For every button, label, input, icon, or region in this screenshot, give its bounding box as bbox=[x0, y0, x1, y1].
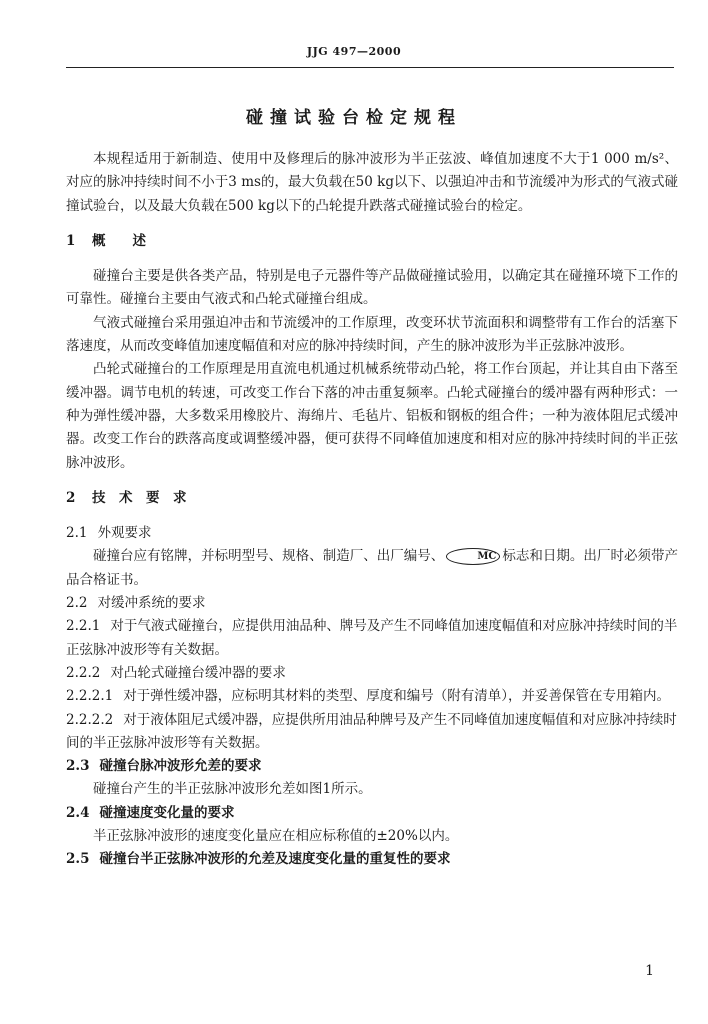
section-2-heading bbox=[66, 487, 678, 510]
clause-2-5-heading bbox=[66, 848, 678, 871]
section-number: 1 bbox=[66, 232, 76, 249]
clause-2-2-1 bbox=[66, 615, 678, 662]
intro-paragraph: 本规程适用于新制造、使用中及修理后的脉冲波形为半正弦波、峰值加速度不大于1 000 m/s²、对应的脉冲持续时间不小于3 ms的，最大负载在50 kg以下、以强迫冲击和节流缓冲为形式的气液式碰撞试验台，以及最大负载在500 kg以下的凸轮提升跌落式碰撞试验台的检定。 bbox=[66, 151, 678, 214]
clause-text: 对于液体阻尼式缓冲器，应提供所用油品种牌号及产生不同峰值加速度幅值和对应脉冲持续时间的半正弦脉冲波形等有关数据。 bbox=[66, 711, 677, 751]
clause-number: 2.2 bbox=[66, 595, 88, 612]
section-number: 2 bbox=[66, 489, 76, 506]
clause-title: 外观要求 bbox=[97, 525, 152, 542]
document-code-header: JJG 497—2000 bbox=[306, 45, 402, 58]
clause-text: 对于弹性缓冲器，应标明其材料的类型、厚度和编号（附有清单），并妥善保管在专用箱内。 bbox=[123, 688, 670, 705]
clause-2-2-2-1 bbox=[66, 685, 678, 708]
mc-mark-icon: MC bbox=[446, 548, 500, 565]
clause-2-2-2-heading bbox=[66, 662, 678, 685]
document-body bbox=[66, 148, 678, 872]
clause-2-3-heading bbox=[66, 755, 678, 778]
section-1-paragraph: 碰撞台主要是供各类产品，特别是电子元器件等产品做碰撞试验用，以确定其在碰撞环境下工作的可靠性。碰撞台主要由气液式和凸轮式碰撞台组成。 bbox=[66, 268, 678, 308]
section-title: 技 术 要 求 bbox=[92, 489, 187, 506]
clause-number: 2.4 bbox=[66, 804, 90, 821]
clause-2-3-text: 碰撞台产生的半正弦脉冲波形允差如图1所示。 bbox=[93, 781, 372, 798]
document-title: 碰撞试验台检定规程 bbox=[246, 108, 462, 128]
clause-title: 对缓冲系统的要求 bbox=[97, 595, 206, 612]
clause-text-part: 碰撞台应有铭牌，并标明型号、规格、制造厂、出厂编号、 bbox=[93, 548, 445, 565]
clause-2-4-text: 半正弦脉冲波形的速度变化量应在相应标称值的±20%以内。 bbox=[93, 828, 459, 845]
section-title: 概 述 bbox=[92, 232, 146, 249]
clause-text-part: 标志和日期。出厂时必须带产品合格证书。 bbox=[66, 548, 678, 588]
clause-title: 碰撞台脉冲波形允差的要求 bbox=[99, 758, 262, 775]
clause-number: 2.2.2.2 bbox=[66, 711, 114, 728]
clause-2-4-heading bbox=[66, 802, 678, 825]
clause-number: 2.2.1 bbox=[66, 618, 101, 635]
page-number: 1 bbox=[645, 963, 654, 979]
clause-title: 对凸轮式碰撞台缓冲器的要求 bbox=[110, 664, 286, 681]
section-1-heading bbox=[66, 230, 678, 253]
clause-title: 碰撞台半正弦脉冲波形的允差及速度变化量的重复性的要求 bbox=[99, 851, 451, 868]
clause-number: 2.3 bbox=[66, 758, 90, 775]
clause-2-1-text bbox=[66, 545, 678, 592]
clause-number: 2.1 bbox=[66, 525, 88, 542]
header-rule bbox=[66, 67, 674, 68]
clause-title: 碰撞速度变化量的要求 bbox=[99, 804, 235, 821]
clause-number: 2.5 bbox=[66, 851, 90, 868]
clause-number: 2.2.2 bbox=[66, 664, 101, 681]
clause-text: 对于气液式碰撞台，应提供用油品种、牌号及产生不同峰值加速度幅值和对应脉冲持续时间的半正弦脉冲波形等有关数据。 bbox=[66, 618, 678, 658]
section-1-paragraph: 凸轮式碰撞台的工作原理是用直流电机通过机械系统带动凸轮，将工作台顶起，并让其自由下落至缓冲器。调节电机的转速，可改变工作台下落的冲击重复频率。凸轮式碰撞台的缓冲器有两种形式：一种为弹性缓冲器，大多数采用橡胶片、海绵片、毛毡片、铝板和钢板的组合件；一种为液体阻尼式缓冲器。改变工作台的跌落高度或调整缓冲器，便可获得不同峰值加速度和相对应的脉冲持续时间的半正弦脉冲波形。 bbox=[66, 361, 678, 471]
clause-number: 2.2.2.1 bbox=[66, 688, 114, 705]
section-1-paragraph: 气液式碰撞台采用强迫冲击和节流缓冲的工作原理，改变环状节流面积和调整带有工作台的活塞下落速度，从而改变峰值加速度幅值和对应的脉冲持续时间，产生的脉冲波形为半正弦脉冲波形。 bbox=[66, 314, 678, 355]
clause-2-2-heading bbox=[66, 592, 678, 615]
clause-2-1-heading bbox=[66, 522, 678, 545]
clause-2-2-2-2 bbox=[66, 709, 678, 756]
